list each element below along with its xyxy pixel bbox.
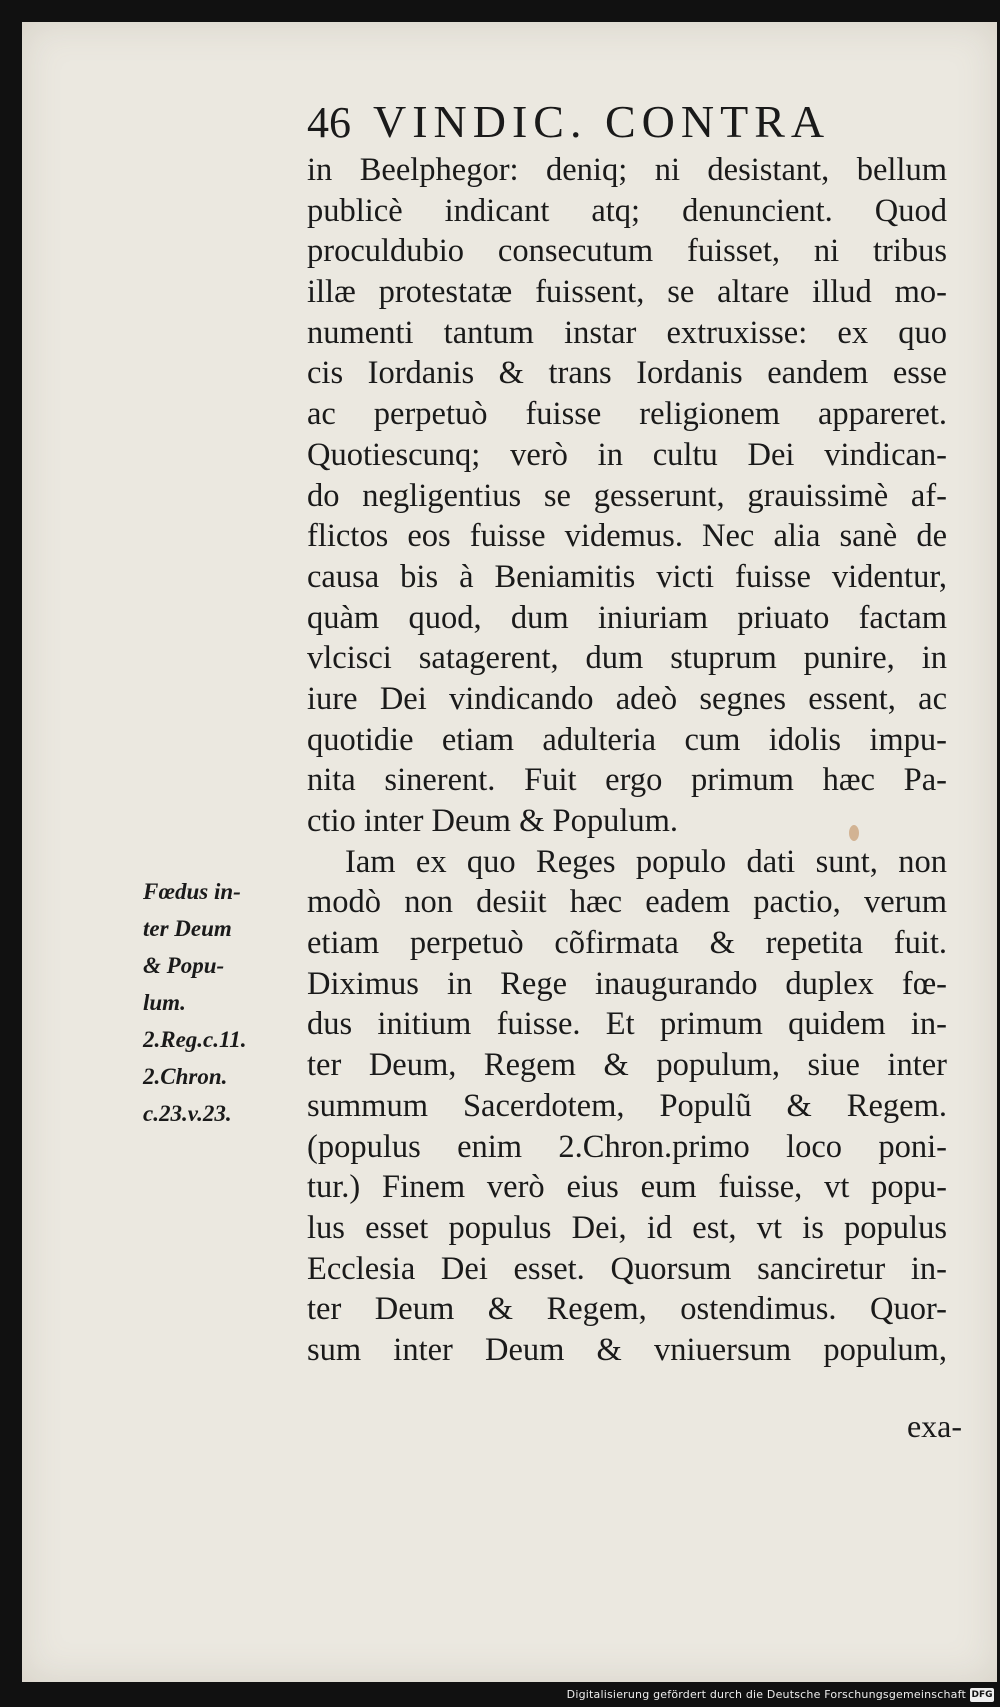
text-line: Quotiescunq; verò in cultu Dei vindican-	[307, 436, 947, 473]
text-line: Iam ex quo Reges populo dati sunt, non	[345, 843, 947, 880]
dfg-logo-icon: DFG	[971, 1690, 993, 1700]
funding-credit: Digitalisierung gefördert durch die Deutsche Forschungsgemeinschaft	[566, 1688, 966, 1701]
running-head: VINDIC. CONTRA	[373, 96, 831, 147]
text-line: Ecclesia Dei esset. Quorsum sanciretur in-	[307, 1250, 947, 1287]
marginal-note-line: ter Deum	[143, 916, 232, 941]
text-line: iure Dei vindicando adeò segnes essent, ac	[307, 680, 947, 717]
text-line: in Beelphegor: deniq; ni desistant, bellum	[307, 152, 947, 188]
footer-bar	[0, 1684, 1000, 1707]
marginal-note-line: & Popu-	[143, 953, 225, 978]
text-line: flictos eos fuisse videmus. Nec alia sanè de	[307, 518, 947, 555]
text-line: vlcisci satagerent, dum stuprum punire, in	[307, 640, 947, 677]
body-text	[307, 150, 947, 1371]
text-line: quàm quod, dum iniuriam priuato factam	[307, 599, 947, 636]
marginal-note-line: Fœdus in-	[143, 879, 241, 904]
text-line: quotidie etiam adulteria cum idolis impu-	[307, 721, 947, 758]
text-line: modò non desiit hæc eadem pactio, verum	[307, 884, 947, 921]
text-line: numenti tantum instar extruxisse: ex quo	[307, 314, 947, 351]
text-line: illæ protestatæ fuissent, se altare illud mo-	[307, 274, 947, 311]
text-line: tur.) Finem verò eius eum fuisse, vt popu-	[307, 1169, 947, 1206]
marginal-note-line: c.23.v.23.	[143, 1101, 232, 1126]
text-line: nita sinerent. Fuit ergo primum hæc Pa-	[307, 762, 947, 799]
text-line: etiam perpetuò cõfirmata & repetita fuit.	[307, 925, 947, 962]
text-line: dus initium fuisse. Et primum quidem in-	[307, 1006, 947, 1043]
text-line: ter Deum & Regem, ostendimus. Quor-	[307, 1291, 947, 1328]
marginal-note-line: lum.	[143, 990, 186, 1015]
catchword: exa-	[906, 1408, 962, 1444]
text-line: proculdubio consecutum fuisset, ni tribus	[307, 233, 947, 270]
text-line: publicè indicant atq; denuncient. Quod	[307, 192, 947, 229]
text-line: ter Deum, Regem & populum, siue inter	[307, 1047, 947, 1084]
page-number: 46	[307, 98, 351, 147]
text-line: sum inter Deum & vniuersum populum,	[307, 1331, 947, 1368]
marginal-note-line: 2.Reg.c.11.	[143, 1027, 247, 1052]
text-line: ac perpetuò fuisse religionem appareret.	[307, 396, 947, 433]
text-line: cis Iordanis & trans Iordanis eandem esse	[307, 355, 947, 392]
marginal-note-line: 2.Chron.	[143, 1064, 228, 1089]
text-line: causa bis à Beniamitis victi fuisse videntur,	[307, 558, 947, 595]
text-line: summum Sacerdotem, Populũ & Regem.	[307, 1087, 947, 1124]
text-line: Diximus in Rege inaugurando duplex fœ-	[307, 965, 947, 1002]
text-line: do negligentius se gesserunt, grauissimè af-	[307, 477, 947, 514]
text-line: (populus enim 2.Chron.primo loco poni-	[307, 1128, 947, 1165]
text-line: ctio inter Deum & Populum.	[307, 803, 679, 839]
marginal-note	[143, 873, 293, 1132]
text-line: lus esset populus Dei, id est, vt is populus	[307, 1209, 947, 1246]
page-header	[307, 95, 947, 148]
